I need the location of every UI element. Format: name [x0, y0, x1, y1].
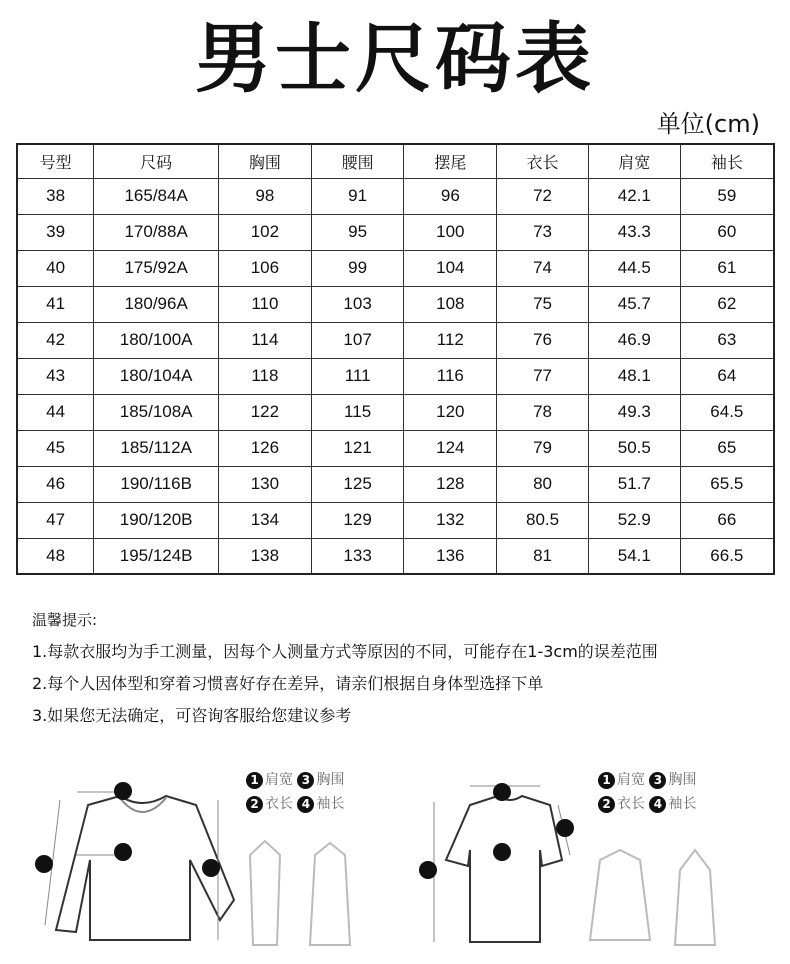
table-cell: 45.7: [588, 286, 680, 322]
table-cell: 63: [680, 322, 774, 358]
marker-1: [114, 782, 132, 800]
table-cell: 64.5: [680, 394, 774, 430]
table-row: [17, 466, 774, 502]
table-cell: 190/116B: [94, 466, 219, 502]
table-cell: 42.1: [588, 178, 680, 214]
table-cell: 43.3: [588, 214, 680, 250]
table-cell: 44: [17, 394, 94, 430]
table-cell: 185/108A: [94, 394, 219, 430]
table-cell: 124: [404, 430, 497, 466]
table-cell: 95: [311, 214, 404, 250]
table-cell: 45: [17, 430, 94, 466]
tips-section: [32, 608, 658, 732]
table-cell: 111: [311, 358, 404, 394]
column-header: 尺码: [94, 144, 219, 178]
table-header-row: [17, 144, 774, 178]
table-cell: 81: [497, 538, 589, 574]
table-cell: 115: [311, 394, 404, 430]
table-row: [17, 178, 774, 214]
marker-3: [114, 843, 132, 861]
table-cell: 96: [404, 178, 497, 214]
table-cell: 47: [17, 502, 94, 538]
table-cell: 104: [404, 250, 497, 286]
table-cell: 100: [404, 214, 497, 250]
table-row: [17, 358, 774, 394]
legend-num: 2: [598, 796, 615, 813]
column-header: 衣长: [497, 144, 589, 178]
table-cell: 76: [497, 322, 589, 358]
column-header: 腰围: [311, 144, 404, 178]
table-row: [17, 214, 774, 250]
table-cell: 165/84A: [94, 178, 219, 214]
table-cell: 72: [497, 178, 589, 214]
legend-label: 袖长: [316, 796, 345, 812]
tips-heading: 温馨提示:: [32, 611, 98, 629]
legend-label: 胸围: [316, 772, 345, 788]
table-cell: 91: [311, 178, 404, 214]
table-row: [17, 502, 774, 538]
table-cell: 52.9: [588, 502, 680, 538]
table-cell: 74: [497, 250, 589, 286]
table-cell: 54.1: [588, 538, 680, 574]
table-cell: 46.9: [588, 322, 680, 358]
tip-line: 1.每款衣服均为手工测量，因每个人测量方式等原因的不同，可能存在1-3cm的误差范围: [32, 642, 658, 661]
table-cell: 51.7: [588, 466, 680, 502]
table-cell: 40: [17, 250, 94, 286]
table-cell: 136: [404, 538, 497, 574]
table-cell: 180/96A: [94, 286, 219, 322]
table-cell: 126: [219, 430, 312, 466]
marker-2: [202, 859, 220, 877]
table-cell: 75: [497, 286, 589, 322]
table-cell: 112: [404, 322, 497, 358]
table-cell: 190/120B: [94, 502, 219, 538]
table-row: [17, 430, 774, 466]
table-cell: 48: [17, 538, 94, 574]
table-cell: 180/104A: [94, 358, 219, 394]
table-cell: 98: [219, 178, 312, 214]
table-cell: 99: [311, 250, 404, 286]
legend-label: 衣长: [265, 796, 293, 812]
table-cell: 134: [219, 502, 312, 538]
table-cell: 79: [497, 430, 589, 466]
column-header: 肩宽: [588, 144, 680, 178]
table-row: [17, 538, 774, 574]
table-row: [17, 250, 774, 286]
table-cell: 73: [497, 214, 589, 250]
table-cell: 50.5: [588, 430, 680, 466]
table-cell: 129: [311, 502, 404, 538]
table-cell: 180/100A: [94, 322, 219, 358]
tip-line: 3.如果您无法确定，可咨询客服给您建议参考: [32, 706, 352, 725]
table-cell: 110: [219, 286, 312, 322]
table-cell: 59: [680, 178, 774, 214]
legend-num: 1: [598, 772, 615, 789]
table-cell: 133: [311, 538, 404, 574]
table-cell: 80.5: [497, 502, 589, 538]
table-cell: 106: [219, 250, 312, 286]
page-title: 男士尺码表: [195, 14, 595, 103]
table-cell: 42: [17, 322, 94, 358]
legend-num: 4: [649, 796, 666, 813]
table-row: [17, 394, 774, 430]
table-cell: 41: [17, 286, 94, 322]
table-cell: 122: [219, 394, 312, 430]
legend-num: 2: [246, 796, 263, 813]
legend-num: 4: [297, 796, 314, 813]
legend-num: 1: [246, 772, 263, 789]
marker-4: [35, 855, 53, 873]
size-table: [16, 143, 775, 575]
table-row: [17, 322, 774, 358]
legend-num: 3: [297, 772, 314, 789]
table-cell: 77: [497, 358, 589, 394]
column-header: 袖长: [680, 144, 774, 178]
table-cell: 116: [404, 358, 497, 394]
table-cell: 62: [680, 286, 774, 322]
table-cell: 102: [219, 214, 312, 250]
table-cell: 38: [17, 178, 94, 214]
column-header: 摆尾: [404, 144, 497, 178]
table-cell: 118: [219, 358, 312, 394]
table-cell: 120: [404, 394, 497, 430]
legend-label: 胸围: [668, 772, 697, 788]
table-cell: 108: [404, 286, 497, 322]
table-cell: 66.5: [680, 538, 774, 574]
table-cell: 66: [680, 502, 774, 538]
table-cell: 60: [680, 214, 774, 250]
tip-line: 2.每个人因体型和穿着习惯喜好存在差异，请亲们根据自身体型选择下单: [32, 674, 544, 693]
table-cell: 39: [17, 214, 94, 250]
table-cell: 78: [497, 394, 589, 430]
table-cell: 185/112A: [94, 430, 219, 466]
table-row: [17, 286, 774, 322]
table-cell: 175/92A: [94, 250, 219, 286]
table-cell: 65: [680, 430, 774, 466]
table-cell: 114: [219, 322, 312, 358]
table-cell: 64: [680, 358, 774, 394]
table-cell: 130: [219, 466, 312, 502]
legend-left: [246, 768, 344, 816]
legend-num: 3: [649, 772, 666, 789]
table-cell: 61: [680, 250, 774, 286]
legend-right: [598, 768, 696, 816]
table-cell: 138: [219, 538, 312, 574]
table-cell: 125: [311, 466, 404, 502]
table-cell: 107: [311, 322, 404, 358]
legend-label: 衣长: [617, 796, 645, 812]
tshirt-diagram: [410, 760, 780, 960]
table-cell: 170/88A: [94, 214, 219, 250]
table-cell: 44.5: [588, 250, 680, 286]
table-cell: 103: [311, 286, 404, 322]
legend-label: 袖长: [668, 796, 697, 812]
table-cell: 121: [311, 430, 404, 466]
legend-label: 肩宽: [617, 772, 645, 788]
table-cell: 49.3: [588, 394, 680, 430]
unit-label: 单位(cm): [656, 110, 760, 138]
column-header: 号型: [17, 144, 94, 178]
table-cell: 65.5: [680, 466, 774, 502]
table-cell: 48.1: [588, 358, 680, 394]
table-cell: 80: [497, 466, 589, 502]
legend-label: 肩宽: [265, 772, 293, 788]
table-cell: 128: [404, 466, 497, 502]
table-cell: 132: [404, 502, 497, 538]
table-cell: 46: [17, 466, 94, 502]
column-header: 胸围: [219, 144, 312, 178]
table-cell: 43: [17, 358, 94, 394]
table-cell: 195/124B: [94, 538, 219, 574]
